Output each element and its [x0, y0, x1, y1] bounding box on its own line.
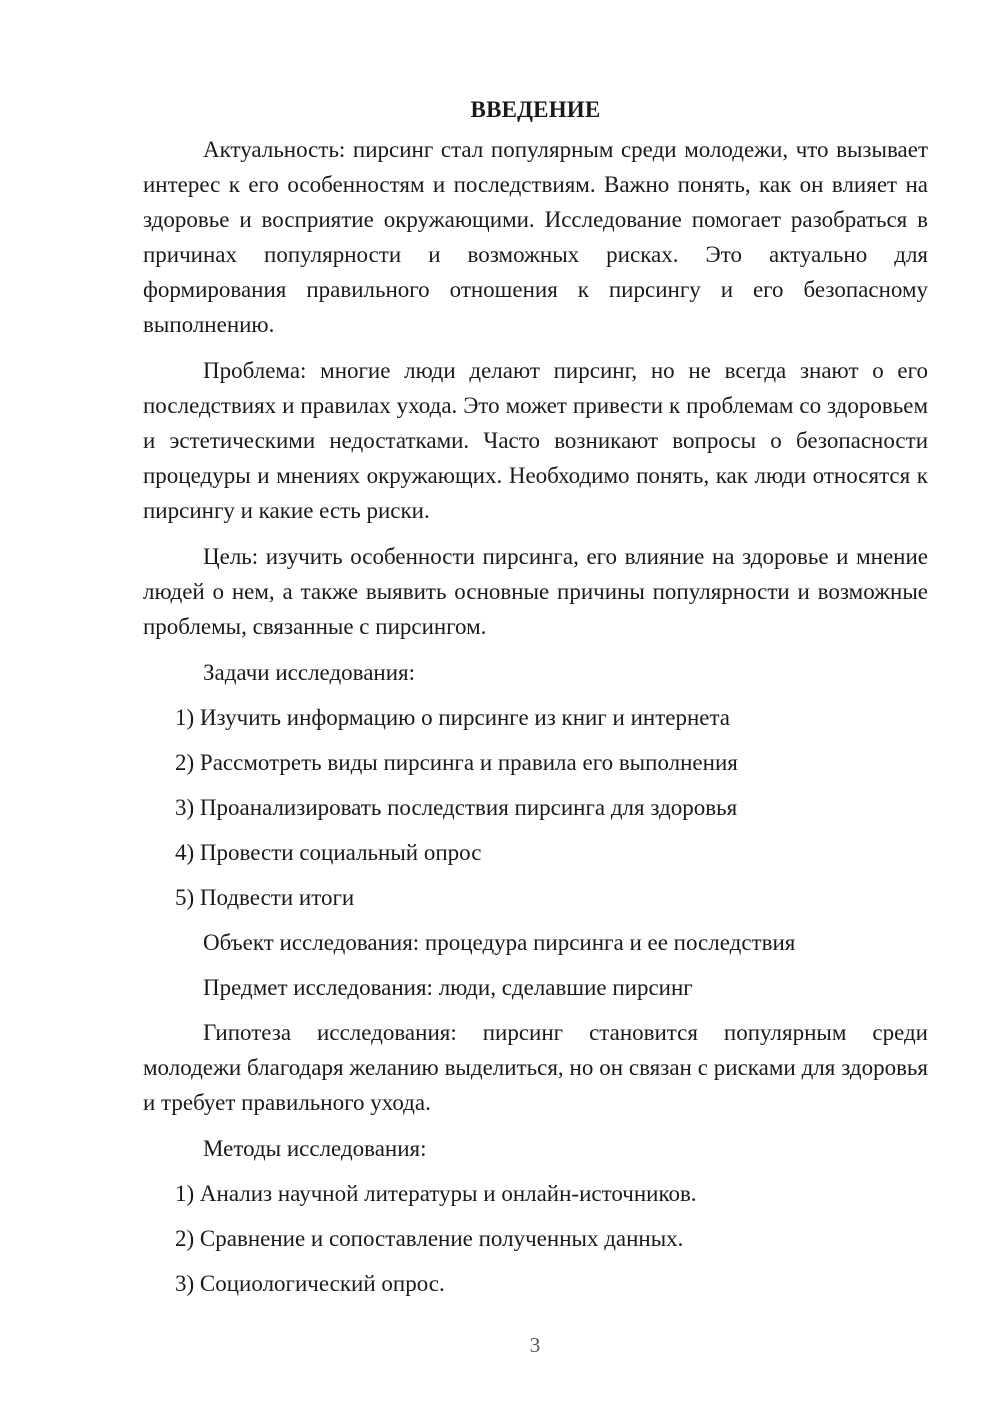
list-item: 1) Изучить информацию о пирсинге из книг и интернета [175, 705, 731, 730]
methods-title: Методы исследования: [203, 1136, 427, 1161]
hypothesis-paragraph: Гипотеза исследования: пирсинг становится популярным среди молодежи благодаря желанию выделиться, но он связан с рисками для здоровья и требует правильного ухода. [143, 1020, 928, 1115]
object-line: Объект исследования: процедура пирсинга и ее последствия [203, 930, 796, 955]
tasks-list [143, 700, 928, 915]
list-item: 3) Социологический опрос. [175, 1271, 445, 1296]
subject-line: Предмет исследования: люди, сделавшие пирсинг [203, 975, 693, 1000]
problem-paragraph: Проблема: многие люди делают пирсинг, но не всегда знают о его последствиях и правилах ухода. Это может привести к проблемам со здоровьем и эстетическими недостатками. Часто возникают вопросы о безопасности процедуры и мнениях окружающих. Необходимо понять, как люди относятся к пирсингу и какие есть риски. [143, 358, 928, 523]
list-item: 2) Сравнение и сопоставление полученных данных. [175, 1226, 684, 1251]
document-heading: ВВЕДЕНИЕ [470, 97, 601, 122]
page-number: 3 [529, 1333, 541, 1357]
list-item: 1) Анализ научной литературы и онлайн-источников. [175, 1181, 697, 1206]
list-item: 2) Рассмотреть виды пирсинга и правила его выполнения [175, 750, 738, 775]
document-page [143, 92, 928, 1311]
list-item: 3) Проанализировать последствия пирсинга для здоровья [175, 795, 738, 820]
methods-list [143, 1176, 928, 1301]
relevance-paragraph: Актуальность: пирсинг стал популярным среди молодежи, что вызывает интерес к его особенностям и последствиям. Важно понять, как он влияет на здоровье и восприятие окружающими. Исследование помогает разобраться в причинах популярности и возможных рисках. Это актуально для формирования правильного отношения к пирсингу и его безопасному выполнению. [143, 137, 928, 337]
list-item: 4) Провести социальный опрос [175, 840, 482, 865]
goal-paragraph: Цель: изучить особенности пирсинга, его влияние на здоровье и мнение людей о нем, а также выявить основные причины популярности и возможные проблемы, связанные с пирсингом. [143, 544, 928, 639]
tasks-title: Задачи исследования: [203, 660, 416, 685]
list-item: 5) Подвести итоги [175, 885, 355, 910]
